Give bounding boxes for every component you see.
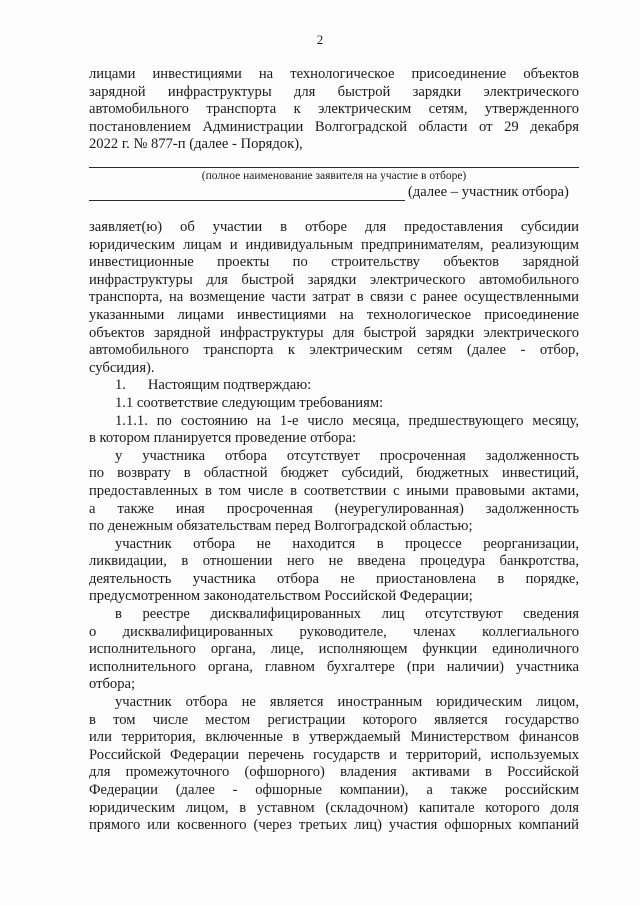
text-line: лицами инвестициями на технологическое присоединение объектов [89, 66, 579, 82]
text-line: инвестиционные проекты по строительству объектов зарядной [89, 254, 579, 271]
text-line: в котором планируется проведение отбора: [89, 430, 357, 447]
text-line: предусмотренном законодательством Российской Федерации; [89, 588, 473, 605]
text-line: исполнительного органа, лице, исполняющем функции единоличного [89, 641, 579, 658]
text-line: постановлением Администрации Волгоградской области от 29 декабря [89, 118, 579, 135]
text-line: автомобильного транспорта к электрическим сетям (далее - отбор, [89, 342, 579, 359]
text-line: прямого или косвенного (через третьих лиц) участия офшорных компаний [89, 817, 579, 834]
section-heading: 1. Настоящим подтверждаю: [115, 377, 312, 394]
text-line: зарядной инфраструктуры для быстрой зарядки электрического [89, 83, 579, 100]
text-line: в том числе местом регистрации которого является государство [89, 711, 579, 728]
text-line: инфраструктуры для быстрой зарядки электрического автомобильного [89, 271, 579, 288]
text-line: Российской Федерации перечень государств и территорий, используемых [89, 746, 579, 763]
text-line: или территория, включенные в утверждаемый Министерством финансов [89, 729, 579, 746]
text-line: о дисквалифицированных руководителе, членах коллегиального [89, 623, 579, 640]
text-line: по возврату в областной бюджет субсидий, бюджетных инвестиций, [89, 465, 579, 482]
text-line: участник отбора не находится в процессе реорганизации, [115, 535, 579, 552]
text-line: а также иная просроченная (неурегулированная) задолженность [89, 500, 579, 517]
applicant-caption: (полное наименование заявителя на участие в отборе) [201, 170, 467, 182]
applicant-name-line [89, 167, 579, 168]
text-line: ликвидации, в отношении него не введена процедура банкротства, [89, 553, 579, 570]
text-line: 2022 г. № 877-п (далее - Порядок), [89, 136, 303, 153]
text-line: предоставленных в том числе в соответствии с иными правовыми актами, [89, 482, 579, 499]
intro-paragraph [89, 66, 579, 154]
text-line: субсидия). [89, 359, 155, 376]
text-line: для промежуточного (офшорного) владения активами в Российской [89, 764, 579, 781]
text-line: исполнительного органа, главном бухгалтере (при наличии) участника [89, 658, 579, 675]
text-line: транспорта, на возмещение части затрат в связи с ранее осуществленными [89, 289, 579, 306]
text-line: автомобильного транспорта к электрическим сетям, утвержденного [89, 101, 579, 118]
text-line: 1.1 соответствие следующим требованиям: [115, 394, 384, 411]
body-text [89, 219, 579, 835]
text-line: объектов зарядной инфраструктуры для быстрой зарядки электрического [89, 324, 579, 341]
applicant-name-line-2 [89, 200, 405, 201]
applicant-suffix: (далее – участник отбора) [408, 184, 569, 200]
text-line: участник отбора не является иностранным юридическим лицом, [115, 694, 579, 711]
text-line: деятельность участника отбора не приостановлена в порядке, [89, 570, 579, 587]
text-line: 1.1.1. по состоянию на 1-е число месяца, предшествующего месяцу, [115, 412, 579, 429]
text-line: в реестре дисквалифицированных лиц отсутствуют сведения [115, 606, 579, 623]
page-number: 2 [316, 32, 324, 47]
text-line: заявляет(ю) об участии в отборе для предоставления субсидии [89, 219, 579, 235]
text-line: указанными лицами инвестициями на технологическое присоединение [89, 306, 579, 323]
text-line: у участника отбора отсутствует просроченная задолженность [115, 447, 579, 464]
text-line: отбора; [89, 676, 136, 693]
text-line: Федерации (далее - офшорные компании), а также российским [89, 782, 579, 798]
text-line: юридическим лицом, в уставном (складочном) капитале которого доля [89, 799, 579, 816]
text-line: по денежным обязательствам перед Волгоградской областью; [89, 518, 473, 535]
text-line: юридическим лицам и индивидуальным предпринимателям, реализующим [89, 236, 579, 253]
